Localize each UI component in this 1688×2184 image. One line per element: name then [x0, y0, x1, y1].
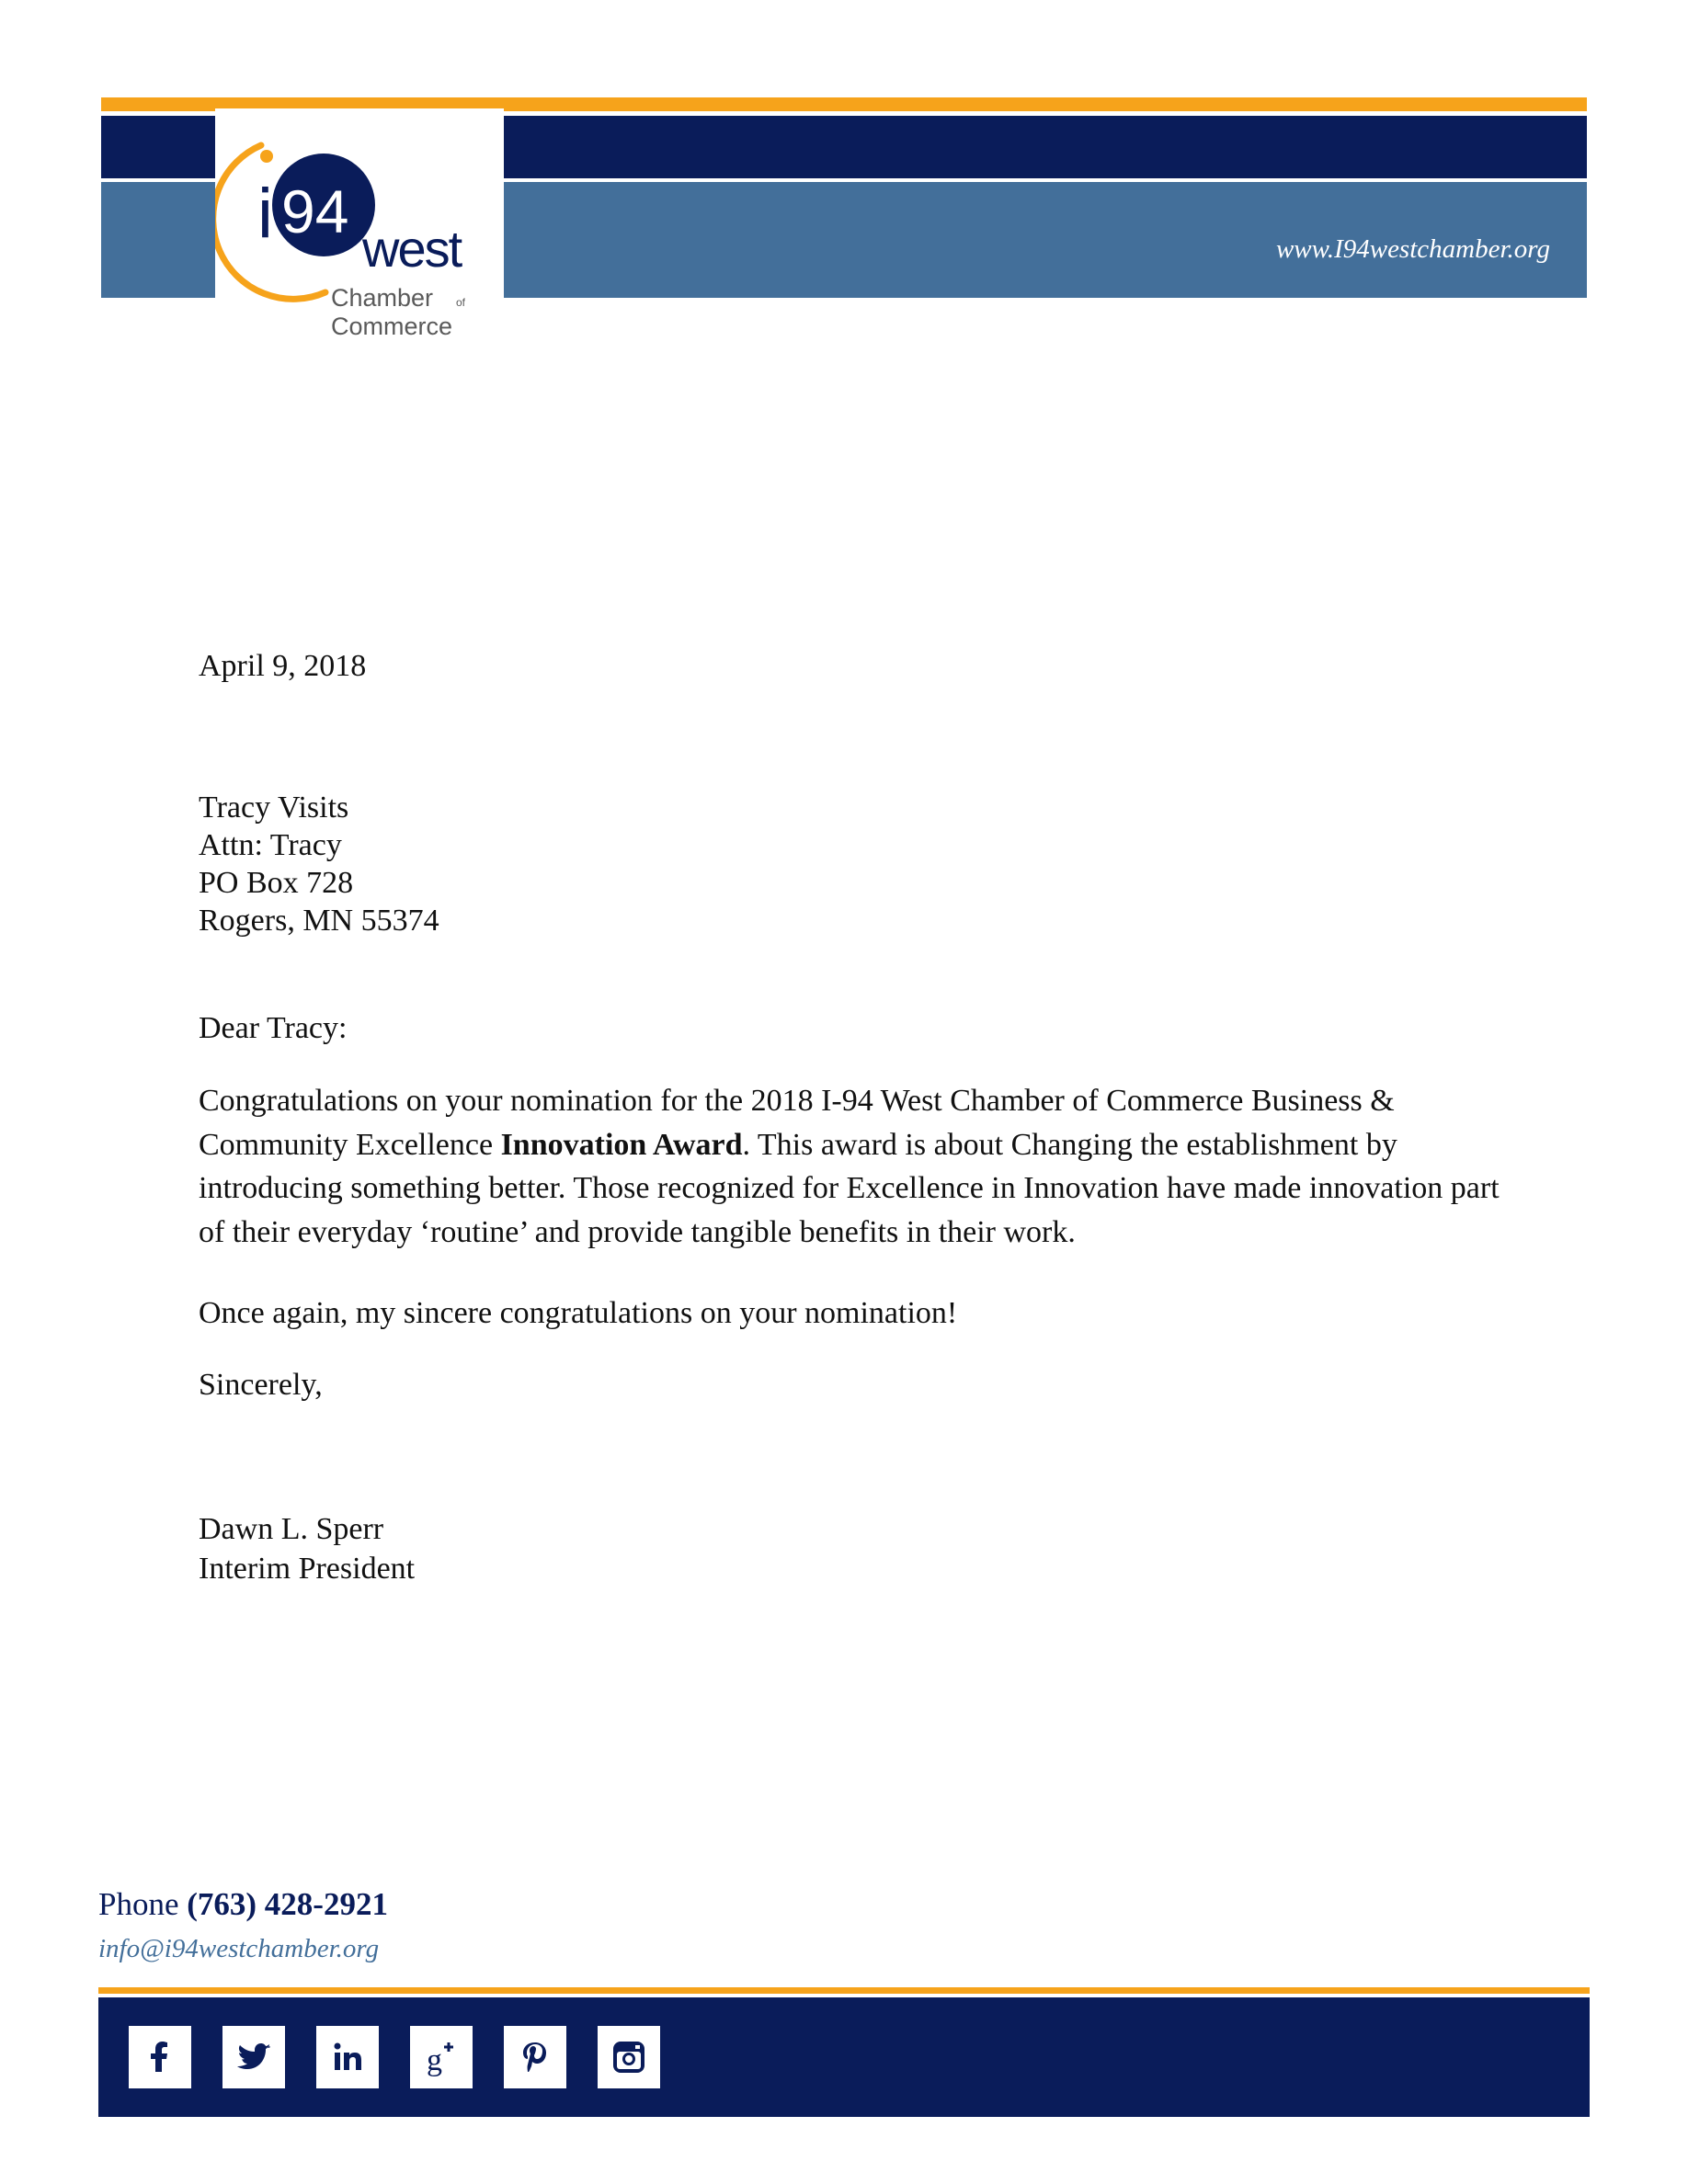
chamber-logo	[215, 108, 504, 344]
address-line: Rogers, MN 55374	[199, 904, 439, 938]
body-paragraph-1	[199, 1079, 1504, 1254]
google-plus-icon[interactable]	[410, 2026, 473, 2088]
logo-commerce: Commerce	[331, 313, 453, 340]
paragraph-text: Congratulations on your nomination for the 2018 I-94 West Chamber of Commerce Business & Community Excellence	[199, 1084, 1395, 1162]
body-paragraph-2: Once again, my sincere congratulations on your nomination!	[199, 1296, 958, 1330]
facebook-icon[interactable]	[129, 2026, 191, 2088]
paragraph-text: . This award is about Changing the establishment by introducing something better. Those recognized for Excellence in Innovation have made innovation part of their everyday ‘routine’ and provide tangible benefits in their work.	[199, 1127, 1500, 1249]
phone-line	[98, 1886, 388, 1923]
website-link[interactable]: www.I94westchamber.org	[1275, 234, 1550, 264]
letter-date: April 9, 2018	[199, 649, 367, 683]
phone-label: Phone	[98, 1886, 179, 1922]
phone-number[interactable]: (763) 428-2921	[187, 1886, 388, 1922]
logo-graphic	[215, 108, 504, 344]
twitter-icon[interactable]	[222, 2026, 285, 2088]
logo-of: of	[456, 296, 466, 309]
recipient-address	[199, 789, 439, 939]
closing: Sincerely,	[199, 1368, 323, 1402]
address-line: Attn: Tracy	[199, 828, 342, 862]
signer-name: Dawn L. Sperr	[199, 1512, 384, 1546]
greeting: Dear Tracy:	[199, 1011, 348, 1045]
svg-text:g: g	[427, 2043, 442, 2077]
signer-title: Interim President	[199, 1552, 416, 1586]
instagram-icon[interactable]	[598, 2026, 660, 2088]
linkedin-icon[interactable]	[316, 2026, 379, 2088]
logo-word: west	[362, 220, 462, 278]
address-line: PO Box 728	[199, 866, 354, 900]
signature-block	[199, 1509, 415, 1588]
footer-orange-stripe	[98, 1987, 1590, 1994]
award-name: Innovation Award	[500, 1127, 743, 1162]
address-line: Tracy Visits	[199, 791, 349, 825]
pinterest-icon[interactable]	[504, 2026, 566, 2088]
logo-number: 94	[281, 177, 349, 245]
logo-chamber: Chamber	[331, 284, 434, 312]
email-link[interactable]: info@i94westchamber.org	[98, 1934, 380, 1963]
logo-i: i	[257, 175, 273, 253]
